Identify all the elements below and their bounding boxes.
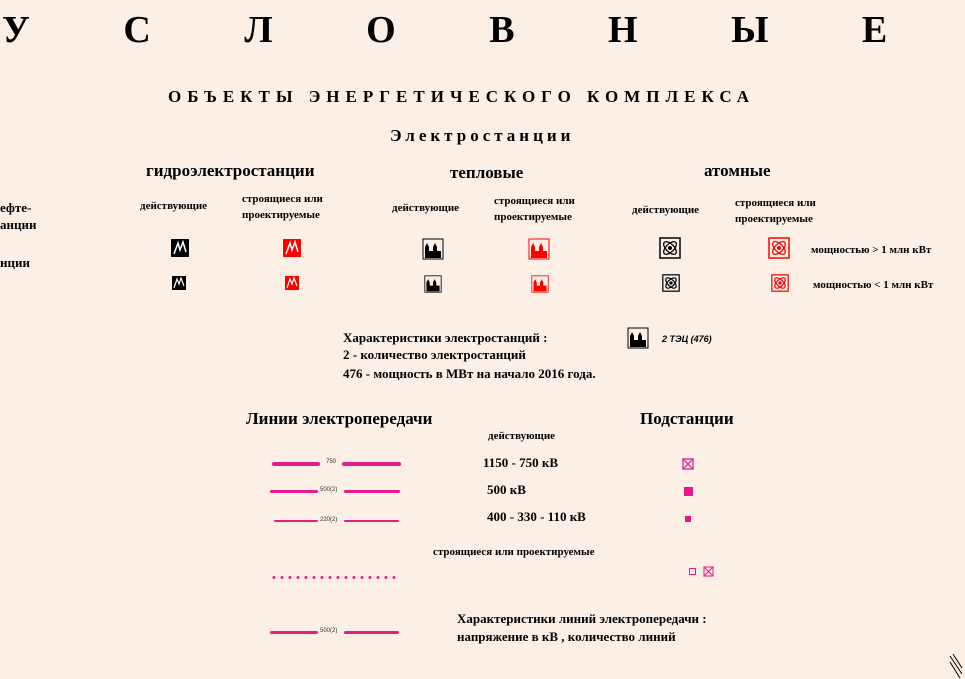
left-label-1: ефте- (0, 200, 32, 215)
line-220-right (344, 520, 399, 522)
line-220-left (274, 520, 318, 522)
thermal-planned-label: строящиеся или проектируемые (494, 195, 575, 223)
nuclear-planned-large-icon (768, 237, 790, 259)
line-500-right (344, 490, 400, 493)
voltage-1150-750: 1150 - 750 кВ (483, 455, 559, 470)
line-750-label: 750 (326, 459, 337, 465)
hydro-planned-small-icon (284, 275, 300, 291)
substation-1150-icon (682, 458, 694, 470)
voltage-400-330-110: 400 - 330 - 110 кВ (487, 509, 586, 524)
thermal-planned-small-icon (531, 275, 549, 293)
planned-substation-small-icon (689, 568, 696, 575)
thermal-planned-large-icon (528, 238, 550, 260)
nuclear-planned-label: строящиеся или проектируемые (735, 197, 816, 225)
nuclear-planned-small-icon (771, 274, 789, 292)
substation-small-icon (685, 516, 691, 522)
nuclear-active-small-icon (662, 274, 680, 292)
nuclear-active-label: действующие (632, 204, 700, 216)
example-line-label: 500(2) (320, 628, 338, 634)
line-char-title: Характеристики линий электропередачи : (457, 611, 707, 626)
page-title: У С Л О В Н Ы Е (2, 9, 930, 51)
hydro-active-large-icon (170, 238, 190, 258)
resize-grip-icon[interactable] (948, 652, 964, 678)
nuclear-active-large-icon (659, 237, 681, 259)
planned-label: строящиеся или проектируемые (433, 546, 595, 558)
thermal-example-icon (627, 327, 649, 349)
substations-title: Подстанции (640, 409, 734, 428)
line-750-right (342, 462, 401, 466)
characteristics-example: 2 ТЭЦ (476) (662, 334, 712, 344)
line-500-left (270, 490, 318, 493)
thermal-active-large-icon (422, 238, 444, 260)
characteristics-line1: 2 - количество электростанций (343, 347, 526, 362)
line-500-label: 500(2) (320, 487, 338, 493)
section-title: ОБЪЕКТЫ ЭНЕРГЕТИЧЕСКОГО КОМПЛЕКСА (168, 87, 756, 106)
hydro-planned-large-icon (282, 238, 302, 258)
subsection-title: Электростанции (390, 126, 575, 145)
planned-line-dotted (270, 576, 396, 579)
example-line-left (270, 631, 318, 634)
hydro-planned-label: строящиеся или проектируемые (242, 193, 323, 221)
capacity-small-label: мощностью < 1 млн кВт (813, 279, 934, 291)
capacity-large-label: мощностью > 1 млн кВт (811, 244, 932, 256)
characteristics-title: Характеристики электростанций : (343, 330, 548, 345)
hydro-active-label: действующие (140, 200, 208, 212)
substation-500-icon (684, 487, 693, 496)
line-750-left (272, 462, 320, 466)
col-hydro: гидроэлектростанции (146, 161, 315, 180)
col-nuclear: атомные (704, 161, 771, 180)
left-label-3: нции (0, 255, 30, 270)
left-label-2: анции (0, 217, 37, 232)
thermal-active-label: действующие (392, 202, 460, 214)
power-lines-title: Линии электропередачи (246, 409, 433, 428)
thermal-active-small-icon (424, 275, 442, 293)
power-lines-active-label: действующие (488, 430, 556, 442)
characteristics-line2: 476 - мощность в МВт на начало 2016 года. (343, 366, 596, 381)
example-line-right (344, 631, 399, 634)
line-char-text: напряжение в кВ , количество линий (457, 629, 676, 644)
col-thermal: тепловые (450, 163, 524, 182)
line-220-label: 220(2) (320, 517, 338, 523)
hydro-active-small-icon (171, 275, 187, 291)
planned-substation-large-icon (703, 566, 714, 577)
voltage-500: 500 кВ (487, 482, 526, 497)
